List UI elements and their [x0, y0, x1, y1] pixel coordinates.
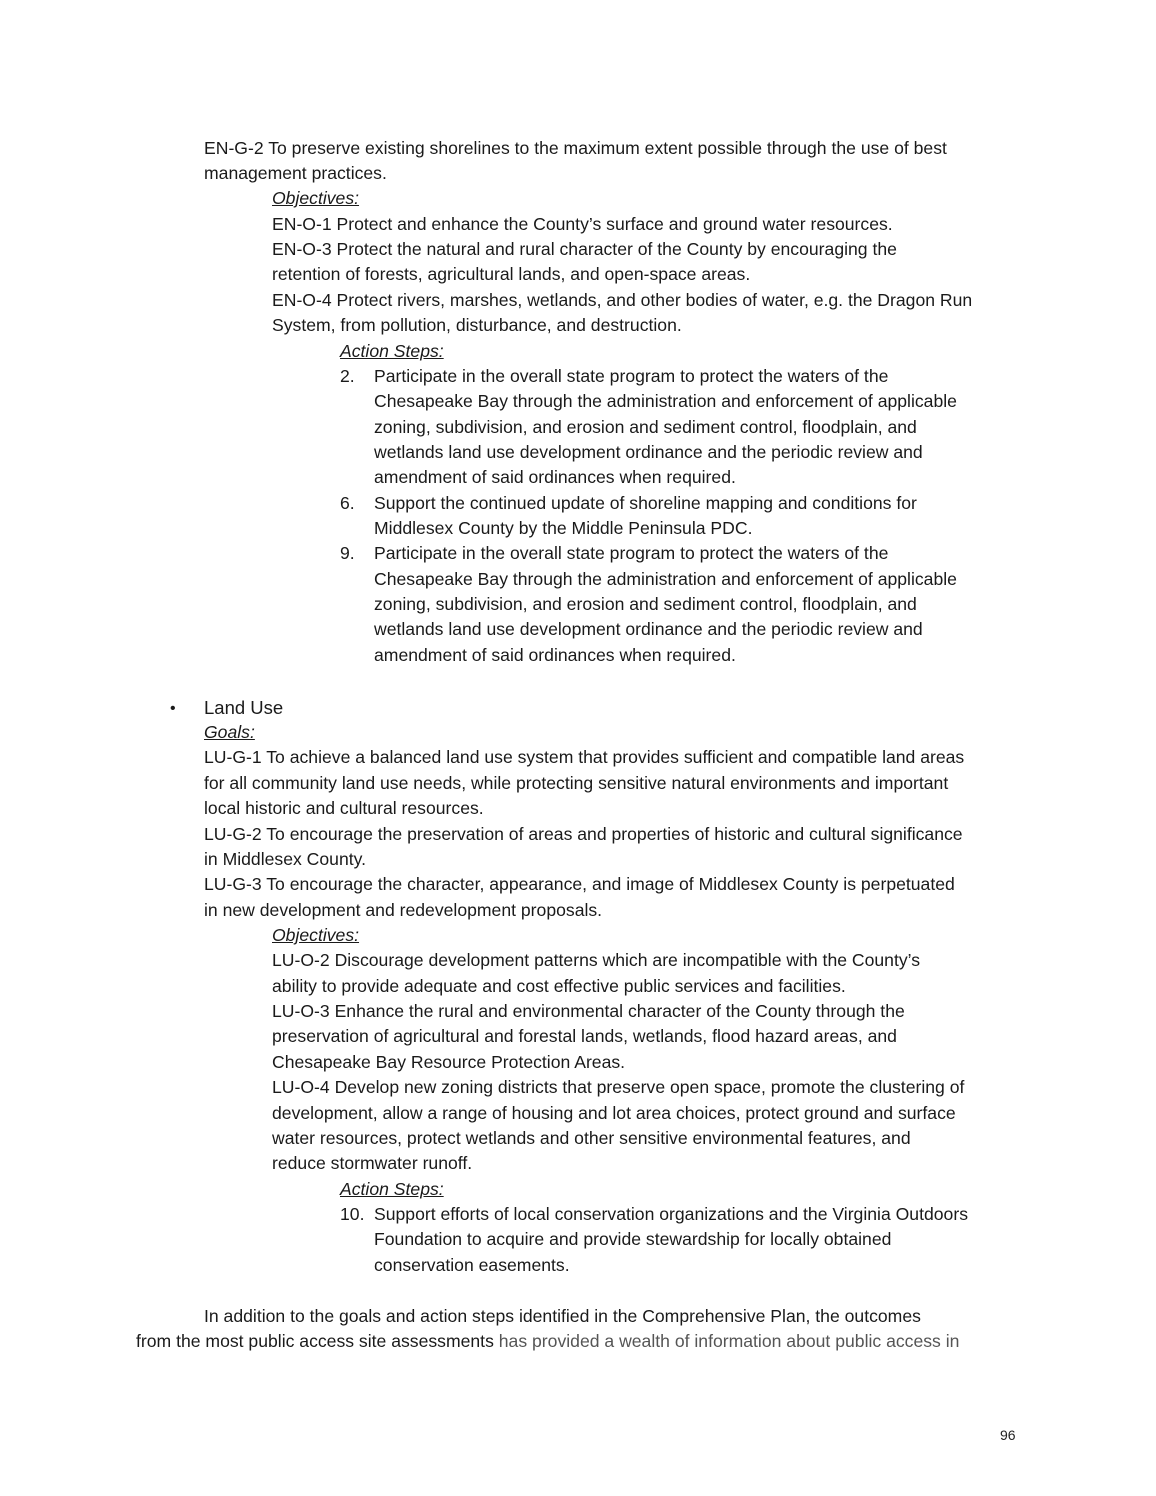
goal-lu-g-3-cont: in new development and redevelopment proposals.	[204, 900, 603, 920]
goal-lu-g-3: LU-G-3 To encourage the character, appearance, and image of Middlesex County is perpetuated	[204, 874, 955, 894]
objective-en-o-1: EN-O-1 Protect and enhance the County’s surface and ground water resources.	[272, 214, 893, 234]
action-step-10-cont: conservation easements.	[374, 1255, 570, 1275]
action-step-number: 6.	[340, 493, 355, 513]
goals-label: Goals:	[204, 722, 255, 742]
goal-lu-g-2: LU-G-2 To encourage the preservation of areas and properties of historic and cultural significance	[204, 824, 963, 844]
goal-lu-g-2-cont: in Middlesex County.	[204, 849, 367, 869]
objective-lu-o-4-cont: development, allow a range of housing and lot area choices, protect ground and surface	[272, 1103, 956, 1123]
objective-lu-o-4-cont: water resources, protect wetlands and other sensitive environmental features, and	[272, 1128, 911, 1148]
section-heading-land-use: Land Use	[204, 697, 284, 718]
objective-en-o-3-cont: retention of forests, agricultural lands, and open-space areas.	[272, 264, 751, 284]
action-step-2-cont: zoning, subdivision, and erosion and sediment control, floodplain, and	[374, 417, 917, 437]
objective-lu-o-3-cont: Chesapeake Bay Resource Protection Areas.	[272, 1052, 626, 1072]
closing-paragraph: In addition to the goals and action steps identified in the Comprehensive Plan, the outcomes	[204, 1306, 921, 1326]
page-number: 96	[1000, 1427, 1016, 1443]
action-steps-label: Action Steps:	[340, 1179, 444, 1199]
goal-lu-g-1-cont: for all community land use needs, while protecting sensitive natural environments and important	[204, 773, 949, 793]
action-step-number: 2.	[340, 366, 355, 386]
objectives-label: Objectives:	[272, 925, 360, 945]
goal-lu-g-1: LU-G-1 To achieve a balanced land use system that provides sufficient and compatible land areas	[204, 747, 965, 767]
goal-en-g-2: EN-G-2 To preserve existing shorelines to the maximum extent possible through the use of best	[204, 138, 947, 158]
closing-text-grey: has provided a wealth of information about public access in	[498, 1331, 960, 1351]
action-step-6-cont: Middlesex County by the Middle Peninsula PDC.	[374, 518, 753, 538]
action-step-10-cont: Foundation to acquire and provide stewardship for locally obtained	[374, 1229, 892, 1249]
closing-text-dark: from the most public access site assessments	[136, 1331, 499, 1351]
objective-lu-o-2: LU-O-2 Discourage development patterns which are incompatible with the County’s	[272, 950, 921, 970]
objective-lu-o-2-cont: ability to provide adequate and cost effective public services and facilities.	[272, 976, 846, 996]
action-step-2-cont: Chesapeake Bay through the administration and enforcement of applicable	[374, 391, 957, 411]
goal-lu-g-1-cont: local historic and cultural resources.	[204, 798, 484, 818]
action-step-2: Participate in the overall state program to protect the waters of the	[374, 366, 889, 386]
action-step-10: Support efforts of local conservation organizations and the Virginia Outdoors	[374, 1204, 968, 1224]
action-steps-label: Action Steps:	[340, 341, 444, 361]
objectives-label: Objectives:	[272, 188, 360, 208]
closing-paragraph-cont	[136, 1329, 959, 1354]
action-step-9-cont: Chesapeake Bay through the administration and enforcement of applicable	[374, 569, 957, 589]
objective-en-o-4-cont: System, from pollution, disturbance, and destruction.	[272, 315, 682, 335]
bullet-icon: •	[170, 700, 176, 717]
action-step-9-cont: wetlands land use development ordinance and the periodic review and	[374, 619, 923, 639]
objective-lu-o-3-cont: preservation of agricultural and forestal lands, wetlands, flood hazard areas, and	[272, 1026, 897, 1046]
action-step-9: Participate in the overall state program to protect the waters of the	[374, 543, 889, 563]
action-step-9-cont: zoning, subdivision, and erosion and sediment control, floodplain, and	[374, 594, 917, 614]
action-step-2-cont: amendment of said ordinances when required.	[374, 467, 736, 487]
objective-en-o-3: EN-O-3 Protect the natural and rural character of the County by encouraging the	[272, 239, 897, 259]
objective-lu-o-4: LU-O-4 Develop new zoning districts that preserve open space, promote the clustering of	[272, 1077, 965, 1097]
action-step-2-cont: wetlands land use development ordinance and the periodic review and	[374, 442, 923, 462]
action-step-number: 9.	[340, 543, 355, 563]
action-step-number: 10.	[340, 1204, 365, 1224]
objective-lu-o-4-cont: reduce stormwater runoff.	[272, 1153, 473, 1173]
goal-en-g-2-cont: management practices.	[204, 163, 387, 183]
objective-lu-o-3: LU-O-3 Enhance the rural and environmental character of the County through the	[272, 1001, 905, 1021]
objective-en-o-4: EN-O-4 Protect rivers, marshes, wetlands, and other bodies of water, e.g. the Dragon Run	[272, 290, 973, 310]
action-step-6: Support the continued update of shoreline mapping and conditions for	[374, 493, 917, 513]
action-step-9-cont: amendment of said ordinances when required.	[374, 645, 736, 665]
